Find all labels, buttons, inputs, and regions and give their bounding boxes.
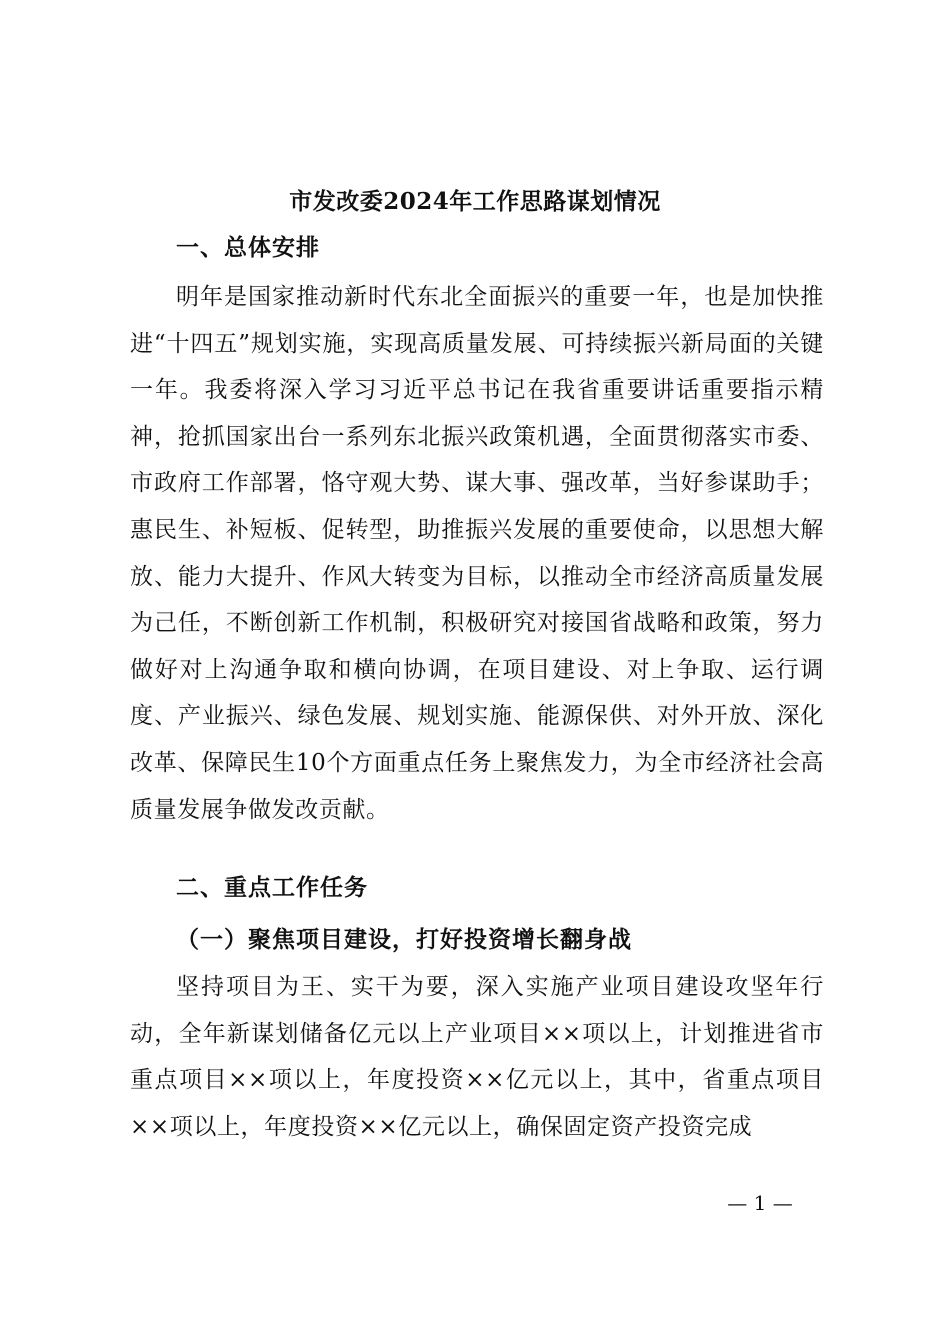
subsection-heading-projects: （一）聚焦项目建设，打好投资增长翻身战 (176, 926, 632, 953)
paragraph-overall: 明年是国家推动新时代东北全面振兴的重要一年，也是加快推进“十四五”规划实施，实现高质量发展、可持续振兴新局面的关键一年。我委将深入学习习近平总书记在我省重要讲话重要指示精神，抢抓国家出台一系列东北振兴政策机遇，全面贯彻落实市委、市政府工作部署，恪守观大势、谋大事、强改革，当好参谋助手；惠民生、补短板、促转型，助推振兴发展的重要使命，以思想大解放、能力大提升、作风大转变为目标，以推动全市经济高质量发展为己任，不断创新工作机制，积极研究对接国省战略和政策，努力做好对上沟通争取和横向协调，在项目建设、对上争取、运行调度、产业振兴、绿色发展、规划实施、能源保供、对外开放、深化改革、保障民生10个方面重点任务上聚焦发力，为全市经济社会高质量发展争做发改贡献。 (130, 284, 824, 823)
paragraph-projects: 坚持项目为王、实干为要，深入实施产业项目建设攻坚年行动，全年新谋划储备亿元以上产业项目××项以上，计划推进省市重点项目××项以上，年度投资××亿元以上，其中，省重点项目××项以上，年度投资××亿元以上，确保固定资产投资完成 (130, 974, 824, 1140)
document-title: 市发改委2024年工作思路谋划情况 (289, 188, 661, 215)
section-heading-overall: 一、总体安排 (176, 235, 320, 261)
page-number: — 1 — (727, 1191, 793, 1215)
section-heading-key-tasks: 二、重点工作任务 (176, 875, 368, 901)
